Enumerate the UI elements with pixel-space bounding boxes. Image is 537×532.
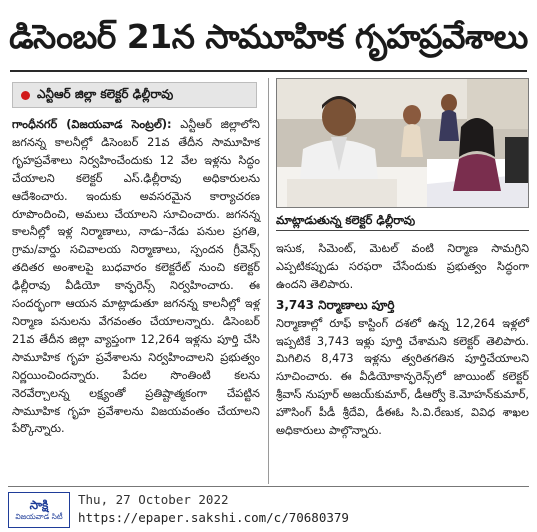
left-body-text: ఎన్టీఆర్ జిల్లాలోని జగనన్న కాలనీల్లో డిసెంబర్ 21వ తేదీన సామూహిక గృహప్రవేశాలు నిర్వహించేందుకు 12 వేల ఇళ్లను సిద్ధం చేయాలని కలెక్టర్ ఎస్.ఢిల్లీరావు అధికారులను ఆదేశించారు. ఇందుకు అవసరమైన కార్యాచరణ రూపొందించి, అమలు చేయాలని సూచించారు. జగనన్న కాలనీల్లో ఇళ్ల నిర్మాణాలు, నాడు–నేడు పనుల ప్రగతి, గ్రామ/వార్డు సచివాలయ నిర్మాణాలు, స్పందన గ్రీవెన్స్ తదితర అంశాలపై బుధవారం కలెక్టరేట్ నుంచి కలెక్టర్ ఢిల్లీరావు వీడియో కాన్ఫరెన్స్ నిర్వహించారు. ఈ సందర్భంగా ఆయన మాట్లాడుతూ జగనన్న కాలనీల్లో ఇళ్ల నిర్మాణ పనులను వేగవంతం చేయాలన్నారు. డిసెంబర్ 21వ తేదీన జిల్లా వ్యాప్తంగా 12,264 ఇళ్లను పూర్తి చేసి సామూహిక గృహ ప్రవేశాలను నిర్వహించాలని ప్రభుత్వం నిర్ణయించిందన్నారు. పేదల సొంతింటి కలను నెరవేర్చాలన్న లక్ష్యంతో ప్రతిష్టాత్మకంగా చేపట్టిన సామూహిక గృహ ప్రవేశాలను విజయవంతం చేయాలని పేర్కొన్నారు. [12,118,260,436]
photo-illustration [277,79,529,208]
headline: డిసెంబర్ 21న సామూహిక గృహప్రవేశాలు [9,17,528,56]
article-right-column [276,240,529,440]
photo-caption: మాట్లాడుతున్న కలెక్టర్ ఢిల్లీరావు [276,213,416,227]
article-paragraph: నిర్మాణాల్లో రూఫ్ కాస్టింగ్ దశలో ఉన్న 12,264 ఇళ్లలో ఇప్పటికే 3,743 ఇళ్లు పూర్తి చేశామని కలెక్టర్ తెలిపారు. మిగిలిన 8,473 ఇళ్లను త్వరితగతిన పూర్తిచేయాలని సూచించారు. ఈ వీడియోకాన్ఫరెన్స్‌లో జాయింట్ కలెక్టర్ శ్రీవాస్ నుపూర్ అజయ్‌కుమార్, డీఆర్వో కె.మోహన్‌కుమార్, హౌసింగ్ పీడీ శ్రీదేవి, డీఈఓ సి.వి.రేణుక, వివిధ శాఖల అధికారులు పాల్గొన్నారు. [276,316,529,438]
byline: ఎన్టీఆర్ జిల్లా కలెక్టర్ ఢిల్లీరావు [37,86,174,101]
article-paragraph [12,116,260,438]
article-left-column [12,116,260,438]
headline-rule [10,70,527,72]
subheading: 3,743 నిర్మాణాలు పూర్తి [276,297,395,312]
caption-rule [276,230,529,231]
sakshi-logo [8,492,70,528]
footer-date: Thu, 27 October 2022 [78,492,229,507]
logo-edition: విజయవాడ సిటీ [15,512,63,521]
column-divider [268,78,269,484]
article-paragraph: ఇసుక, సిమెంట్, మెటల్ వంటి నిర్మాణ సామగ్రిని ఎప్పటికప్పుడు సరఫరా చేసేందుకు ప్రభుత్వం సిద్ధంగా ఉందని తెలిపారు. [276,242,529,291]
byline-box [12,82,257,108]
dateline: గాంధీనగర్ (విజయవాడ సెంట్రల్): [12,118,172,131]
logo-name: సాక్షి [29,498,49,512]
footer-rule [8,486,529,487]
footer-url[interactable]: https://epaper.sakshi.com/c/70680379 [78,510,349,525]
news-photo [276,78,529,208]
bullet-dot-icon [21,91,30,100]
